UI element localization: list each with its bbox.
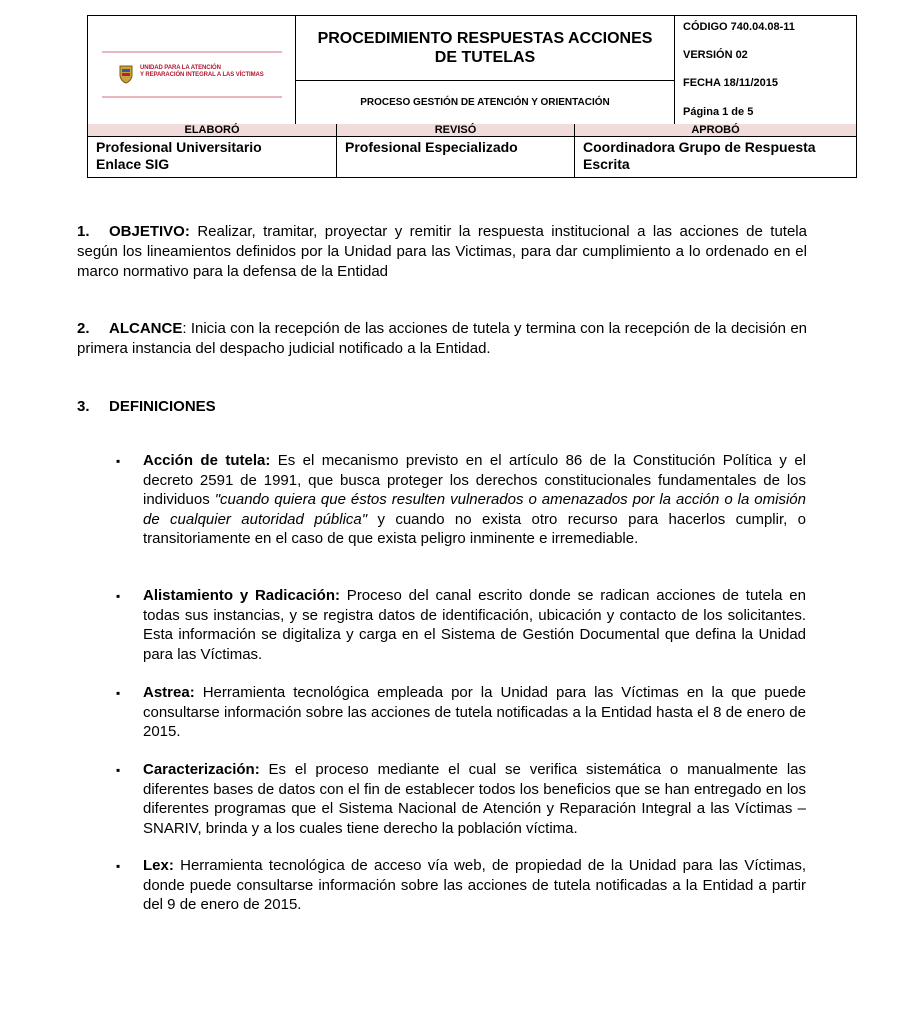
elaboro-line-2: Enlace SIG [96, 156, 170, 172]
definition-alistamiento [143, 586, 806, 664]
page-number: Página 1 de 5 [683, 106, 754, 118]
logo-text-line-1: UNIDAD PARA LA ATENCIÓN [140, 65, 221, 71]
signature-headers [87, 124, 857, 137]
section-objetivo [77, 222, 807, 282]
section-number: 2. [77, 320, 90, 337]
bullet-icon: ▪ [116, 859, 121, 873]
section-title: ALCANCE [109, 320, 183, 337]
aprobo-value [575, 137, 856, 177]
header-top-table [87, 15, 857, 125]
definition-lex [143, 856, 806, 915]
section-text: : Inicia con la recepción de las acciones de tutela y termina con la recepción de la decisión en primera instancia del despacho judicial notificado a la Entidad. [77, 320, 807, 357]
definition-text: Proceso del canal escrito donde se radican acciones de tutela en todas sus instancias, y se registra datos de identificación, ubicación y contacto de los solicitantes. Esta información se digitaliza y carga en el Sistema de Gestión Documental que defina la Unidad para las Víctimas. [143, 587, 806, 663]
document-header [87, 15, 857, 178]
document-version: VERSIÓN 02 [683, 49, 748, 61]
process-name: PROCESO GESTIÓN DE ATENCIÓN Y ORIENTACIÓN [360, 97, 610, 108]
section-title: OBJETIVO: [109, 223, 190, 240]
document-title [296, 16, 674, 81]
definition-astrea [143, 683, 806, 742]
definition-text: Herramienta tecnológica de acceso vía web, de propiedad de la Unidad para las Víctimas, donde puede consultarse información sobre las acciones de tutela notificadas a la Entidad a partir del 9 de enero de 2015. [143, 857, 806, 913]
header-reviso: REVISÓ [337, 124, 575, 136]
definition-text: y cuando no exista otro recurso para hacerlos cumplir, o transitoriamente en el caso de que exista peligro inminente e irremediable. [143, 510, 806, 547]
definition-accion-de-tutela [143, 451, 806, 549]
definition-term: Alistamiento y Radicación: [143, 587, 340, 604]
definition-caracterizacion [143, 760, 806, 838]
reviso-value: Profesional Especializado [337, 137, 575, 177]
definition-text: Es el proceso mediante el cual se verifica sistemática o manualmente las diferentes bases de datos con el fin de establecer todos los beneficios que se han entregado en los diferentes programas que el Sistema Nacional de Atención y Reparación Integral a las Víctimas – SNARIV, brinda y a los cuales tiene derecho la población víctima. [143, 761, 806, 837]
document-date: FECHA 18/11/2015 [683, 77, 778, 89]
definition-term: Astrea: [143, 684, 195, 701]
header-elaboro: ELABORÓ [88, 124, 337, 136]
section-number: 3. [77, 398, 90, 415]
aprobo-line-2: Escrita [583, 156, 630, 172]
elaboro-value [88, 137, 337, 177]
bullet-icon: ▪ [116, 589, 121, 603]
signature-values [87, 137, 857, 178]
definition-text: Es el mecanismo previsto en el artículo 86 de la Constitución Política y el decreto 2591 de 1991, que busca proteger los derechos constitucionales fundamentales de los individuos [143, 452, 806, 508]
header-aprobo: APROBÓ [691, 124, 740, 136]
coat-of-arms-icon [118, 64, 134, 84]
definition-term: Caracterización: [143, 761, 260, 778]
elaboro-line-1: Profesional Universitario [96, 139, 262, 155]
bullet-icon: ▪ [116, 763, 121, 777]
section-definiciones [77, 397, 807, 417]
definition-term: Lex: [143, 857, 174, 874]
document-code: CÓDIGO 740.04.08-11 [683, 21, 795, 33]
title-line-2: DE TUTELAS [434, 49, 536, 66]
section-alcance [77, 319, 807, 359]
definition-quote: "cuando quiera que éstos resulten vulnerados o amenazados por la acción o la omisión de cualquier autoridad pública" [143, 491, 806, 528]
title-cell [296, 16, 675, 124]
logo-divider [102, 96, 282, 98]
bullet-icon: ▪ [116, 686, 121, 700]
aprobo-line-1: Coordinadora Grupo de Respuesta [583, 139, 816, 155]
section-text: Realizar, tramitar, proyectar y remitir la respuesta institucional a las acciones de tutela según los lineamientos definidos por la Unidad para las Victimas, para dar cumplimiento a lo ordenado en el marco normativo para la defensa de la Entidad [77, 223, 807, 280]
logo-text [140, 65, 264, 79]
document-metadata [675, 16, 856, 124]
section-title: DEFINICIONES [109, 398, 216, 415]
logo-divider [102, 51, 282, 53]
definition-text: Herramienta tecnológica empleada por la Unidad para las Víctimas en la que puede consultarse información sobre las acciones de tutela notificadas a la Entidad hasta el 8 de enero de 2015. [143, 684, 806, 740]
title-line-1: PROCEDIMIENTO RESPUESTAS ACCIONES [317, 30, 653, 47]
bullet-icon: ▪ [116, 454, 121, 468]
definition-term: Acción de tutela: [143, 452, 271, 469]
logo-cell [88, 16, 296, 124]
section-number: 1. [77, 223, 90, 240]
logo-text-line-2: Y REPARACIÓN INTEGRAL A LAS VÍCTIMAS [140, 72, 264, 78]
